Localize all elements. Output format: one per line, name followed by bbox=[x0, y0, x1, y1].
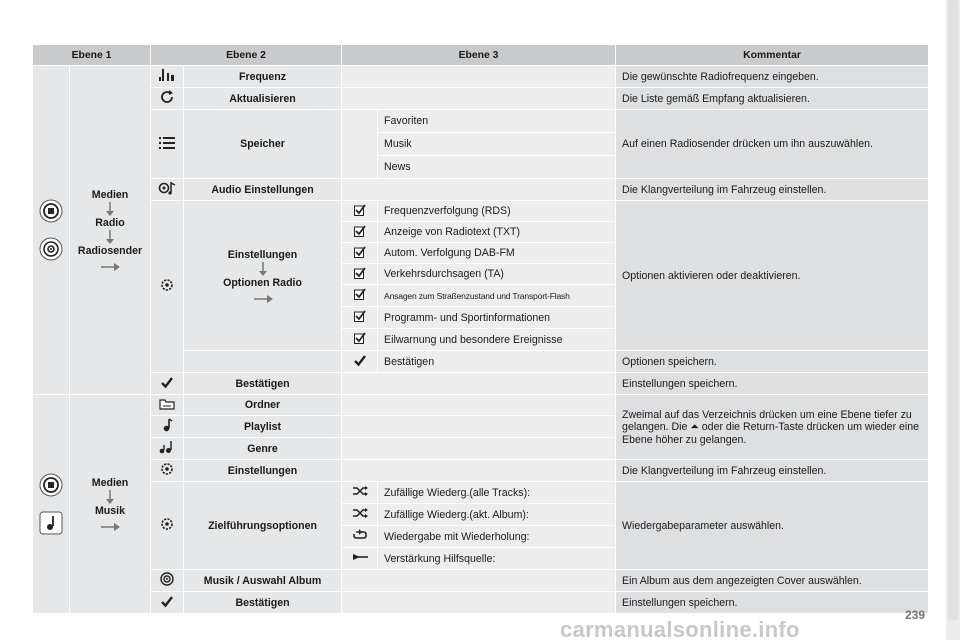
menu-item-einstellungen-musik[interactable]: Einstellungen bbox=[184, 460, 342, 482]
repeat-icon bbox=[353, 529, 367, 541]
menu-item-zielfuehrungsoptionen[interactable]: Zielführungsoptionen bbox=[184, 482, 342, 570]
option-bestaetigen[interactable]: Bestätigen bbox=[378, 351, 616, 373]
option-shuffle-all[interactable]: Zufällige Wiederg.(alle Tracks): bbox=[378, 482, 616, 504]
option-sport[interactable]: Programm- und Sportinformationen bbox=[378, 307, 616, 329]
comment-album: Ein Album aus dem angezeigten Cover auswählen. bbox=[616, 570, 929, 592]
menu-item-einstellungen-radio[interactable] bbox=[184, 201, 342, 351]
table-row bbox=[33, 395, 929, 416]
option-ta[interactable]: Verkehrsdurchsagen (TA) bbox=[378, 264, 616, 285]
menu-item-bestaetigen-musik[interactable]: Bestätigen bbox=[184, 592, 342, 614]
music-note-icon bbox=[39, 511, 63, 535]
header-kommentar: Kommentar bbox=[616, 45, 929, 66]
comment-frequenz: Die gewünschte Radiofrequenz eingeben. bbox=[616, 66, 929, 88]
table-row bbox=[33, 570, 929, 592]
checkbox-icon bbox=[354, 267, 366, 279]
header-ebene2: Ebene 2 bbox=[151, 45, 342, 66]
table-row bbox=[33, 66, 929, 88]
table-row bbox=[33, 201, 929, 222]
arrow-down-icon bbox=[258, 262, 268, 276]
level1-radio: Radio bbox=[95, 217, 125, 229]
arrow-right-icon bbox=[252, 294, 274, 304]
arrow-down-icon bbox=[105, 230, 115, 244]
option-repeat[interactable]: Wiedergabe mit Wiederholung: bbox=[378, 526, 616, 548]
comment-speicher: Auf einen Radiosender drücken um ihn auszuwählen. bbox=[616, 110, 929, 179]
checkmark-icon bbox=[161, 596, 173, 607]
refresh-icon bbox=[160, 90, 174, 104]
playlist-note-icon bbox=[161, 418, 173, 432]
folder-icon bbox=[159, 397, 175, 410]
checkmark-icon bbox=[161, 377, 173, 388]
scrollbar-thumb[interactable] bbox=[948, 0, 958, 620]
checkbox-icon bbox=[354, 310, 366, 322]
menu-item-audio-einstellungen[interactable]: Audio Einstellungen bbox=[184, 179, 342, 201]
einstellungen-label: Einstellungen bbox=[227, 248, 298, 261]
genre-notes-icon bbox=[159, 440, 175, 454]
option-shuffle-album[interactable]: Zufällige Wiederg.(akt. Album): bbox=[378, 504, 616, 526]
arrow-right-icon bbox=[99, 262, 121, 272]
checkbox-icon bbox=[354, 332, 366, 344]
page-number: 239 bbox=[905, 608, 926, 622]
menu-item-auswahl-album[interactable]: Musik / Auswahl Album bbox=[184, 570, 342, 592]
table-row bbox=[33, 88, 929, 110]
settings-gear-icon bbox=[160, 462, 174, 476]
menu-item-ordner[interactable]: Ordner bbox=[184, 395, 342, 416]
audio-settings-icon bbox=[158, 181, 176, 195]
media-icon bbox=[39, 199, 63, 223]
checkbox-icon bbox=[354, 225, 366, 237]
menu-item-playlist[interactable]: Playlist bbox=[184, 416, 342, 438]
settings-gear-icon bbox=[160, 278, 174, 292]
optionen-radio-label: Optionen Radio bbox=[223, 276, 302, 289]
arrow-down-icon bbox=[105, 202, 115, 216]
level1-musik: Musik bbox=[94, 505, 126, 517]
table-row bbox=[33, 592, 929, 614]
comment-bestaetigen-musik: Einstellungen speichern. bbox=[616, 592, 929, 614]
table-row bbox=[33, 179, 929, 201]
level1-path-music bbox=[70, 395, 151, 614]
header-row bbox=[33, 45, 929, 66]
settings-gear-icon bbox=[160, 517, 174, 531]
option-strassenzustand[interactable]: Ansagen zum Straßenzustand und Transport-Flash bbox=[378, 285, 616, 307]
list-icon bbox=[159, 137, 175, 149]
arrow-right-icon bbox=[99, 522, 121, 532]
table-row bbox=[33, 482, 929, 504]
option-txt[interactable]: Anzeige von Radiotext (TXT) bbox=[378, 222, 616, 243]
table-row bbox=[33, 460, 929, 482]
menu-table bbox=[32, 44, 929, 614]
comment-wiedergabeparameter: Wiedergabeparameter auswählen. bbox=[616, 482, 929, 570]
level1-path-radio bbox=[70, 66, 151, 395]
frequency-cell-icon bbox=[151, 66, 184, 88]
checkbox-icon bbox=[354, 246, 366, 258]
menu-item-aktualisieren[interactable]: Aktualisieren bbox=[184, 88, 342, 110]
shuffle-all-icon bbox=[352, 485, 368, 497]
option-rds[interactable]: Frequenzverfolgung (RDS) bbox=[378, 201, 616, 222]
menu-item-frequenz[interactable]: Frequenz bbox=[184, 66, 342, 88]
aux-gain-icon bbox=[352, 552, 368, 562]
menu-item-genre[interactable]: Genre bbox=[184, 438, 342, 460]
comment-browse: Zweimal auf das Verzeichnis drücken um eine Ebene tiefer zu gelangen. Die ⏶ oder die Return-Taste drücken um wieder eine Ebene höher zu gelangen. bbox=[616, 395, 929, 460]
table-row bbox=[33, 110, 929, 133]
comment-optionen: Optionen aktivieren oder deaktivieren. bbox=[616, 201, 929, 351]
checkbox-icon bbox=[354, 204, 366, 216]
header-ebene3: Ebene 3 bbox=[342, 45, 616, 66]
level1-medien: Medien bbox=[91, 477, 129, 489]
comment-bestaetigen-radio: Einstellungen speichern. bbox=[616, 373, 929, 395]
comment-aktualisieren: Die Liste gemäß Empfang aktualisieren. bbox=[616, 88, 929, 110]
level1-radiosender: Radiosender bbox=[77, 245, 143, 257]
option-favoriten[interactable]: Favoriten bbox=[378, 110, 616, 133]
comment-audio: Die Klangverteilung im Fahrzeug einstellen. bbox=[616, 179, 929, 201]
checkbox-icon bbox=[354, 288, 366, 300]
header-ebene1: Ebene 1 bbox=[33, 45, 151, 66]
option-aux-gain[interactable]: Verstärkung Hilfsquelle: bbox=[378, 548, 616, 570]
level1-medien: Medien bbox=[91, 189, 129, 201]
watermark: carmanualsonline.info bbox=[560, 617, 800, 642]
frequency-icon bbox=[159, 68, 175, 82]
menu-item-bestaetigen-radio[interactable]: Bestätigen bbox=[184, 373, 342, 395]
shuffle-icon bbox=[352, 507, 368, 519]
option-news[interactable]: News bbox=[378, 156, 616, 179]
menu-item-speicher[interactable]: Speicher bbox=[184, 110, 342, 179]
comment-optionen-speichern: Optionen speichern. bbox=[616, 351, 929, 373]
option-musik[interactable]: Musik bbox=[378, 133, 616, 156]
media-icon bbox=[39, 473, 63, 497]
radio-icon bbox=[39, 237, 63, 261]
arrow-down-icon bbox=[105, 490, 115, 504]
checkmark-icon bbox=[354, 355, 366, 366]
level1-icons-radio bbox=[33, 66, 70, 395]
table-row bbox=[33, 373, 929, 395]
option-dab-fm[interactable]: Autom. Verfolgung DAB-FM bbox=[378, 243, 616, 264]
level1-icons-music bbox=[33, 395, 70, 614]
album-icon bbox=[160, 572, 174, 586]
option-eilwarnung[interactable]: Eilwarnung und besondere Ereignisse bbox=[378, 329, 616, 351]
scrollbar[interactable] bbox=[946, 0, 960, 640]
comment-einstellungen-musik: Die Klangverteilung im Fahrzeug einstellen. bbox=[616, 460, 929, 482]
